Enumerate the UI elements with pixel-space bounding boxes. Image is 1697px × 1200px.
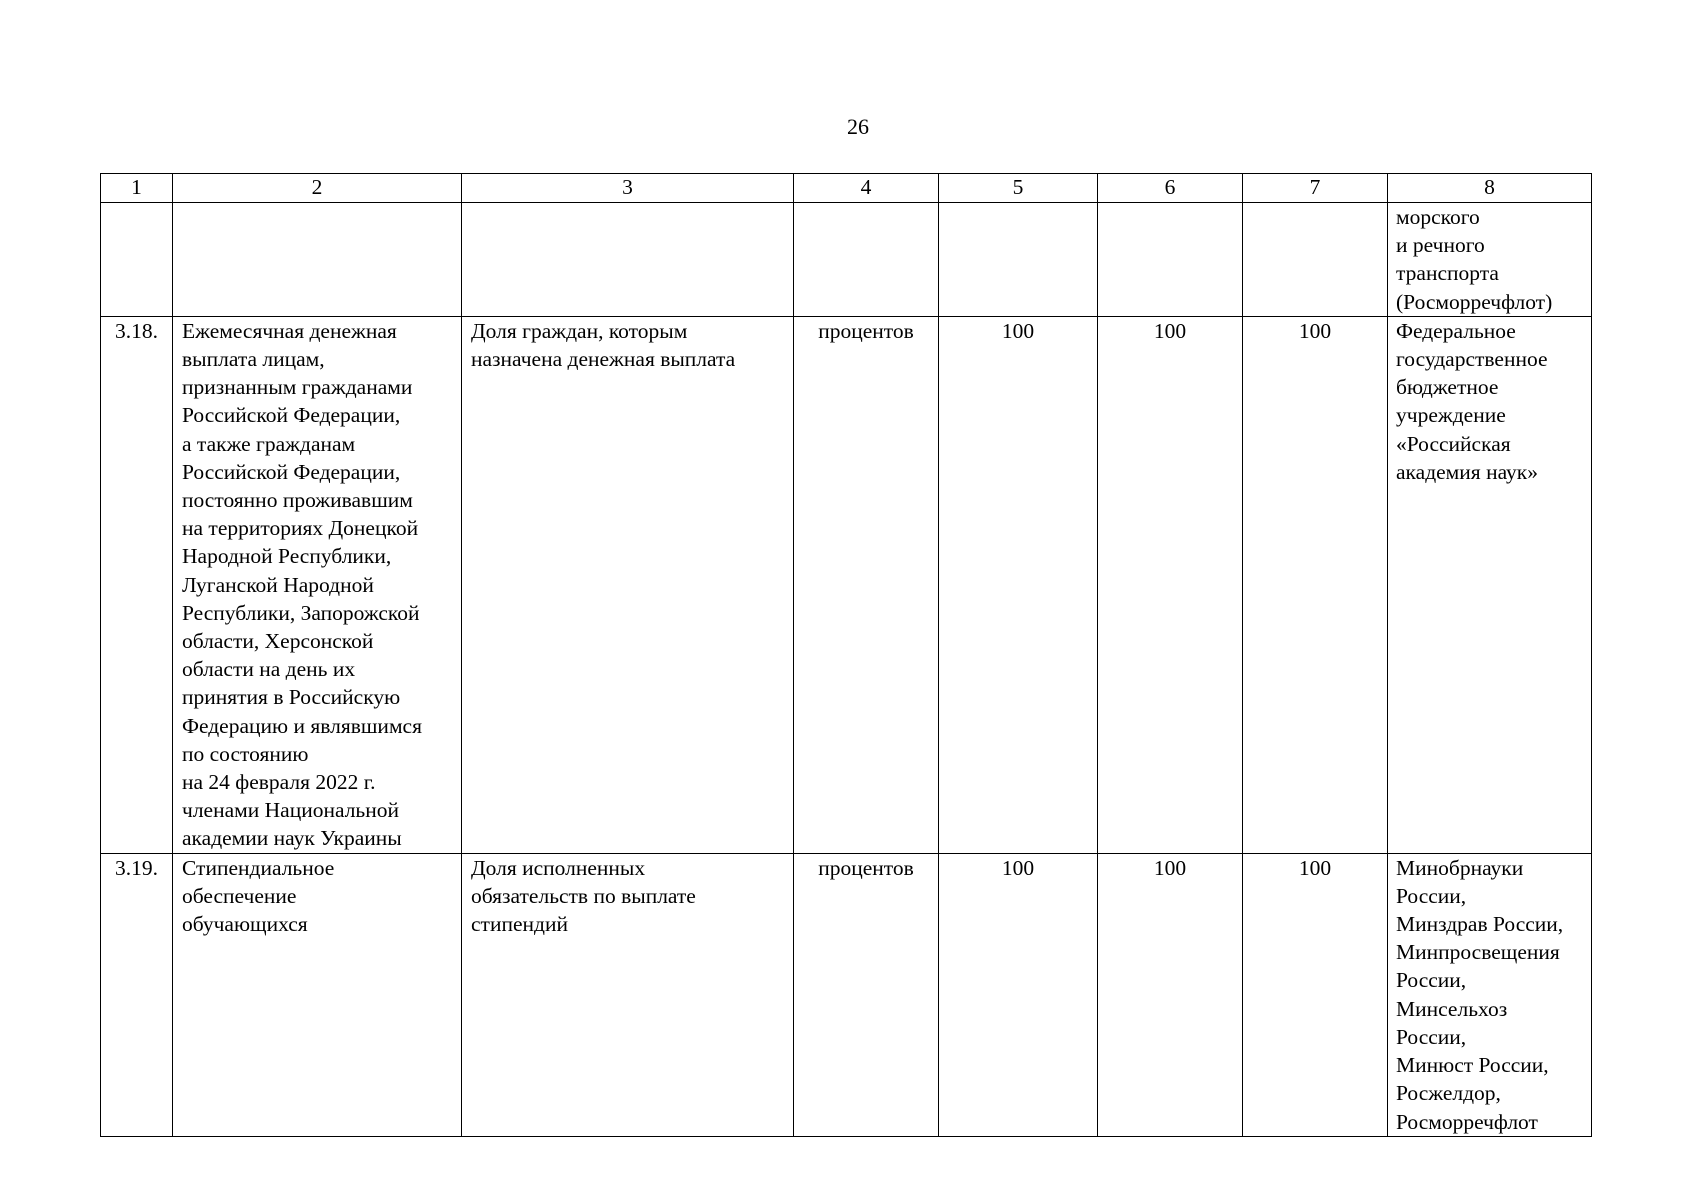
cell-text-line: области, Херсонской	[182, 629, 374, 654]
value-cell-6: 100	[1098, 853, 1243, 1136]
column-header: 7	[1243, 174, 1388, 203]
cell-text-line: России,	[1396, 883, 1467, 908]
cell-text-line: принятия в Российскую	[182, 685, 401, 710]
value-cell-7: 100	[1243, 853, 1388, 1136]
cell-text-line: Федерацию и являвшимся	[182, 713, 422, 738]
cell-text-line: обеспечение	[182, 883, 297, 908]
cell-text-line: России,	[1396, 1024, 1467, 1049]
table-row	[101, 853, 1592, 1136]
indicator-cell	[462, 203, 794, 317]
column-header: 2	[173, 174, 462, 203]
cell-text-line: Доля исполненных	[471, 855, 646, 880]
page-number: 26	[847, 114, 869, 139]
cell-text-line: академия наук»	[1396, 459, 1538, 484]
unit-cell: процентов	[794, 316, 939, 853]
value-cell-7	[1243, 203, 1388, 317]
cell-text-line: государственное	[1396, 347, 1548, 372]
cell-text-line: признанным гражданами	[182, 375, 413, 400]
cell-text-line: России,	[1396, 968, 1467, 993]
cell-text-line: Луганской Народной	[182, 572, 374, 597]
cell-text-line: Росжелдор,	[1396, 1081, 1501, 1106]
row-number-cell	[101, 203, 173, 317]
cell-text-line: Минздрав России,	[1396, 912, 1564, 937]
cell-text-line: Доля граждан, которым	[471, 318, 688, 343]
indicator-cell	[462, 316, 794, 853]
cell-text-line: стипендий	[471, 912, 568, 937]
cell-text-line: морского	[1396, 205, 1480, 229]
value-cell-6	[1098, 203, 1243, 317]
value-cell-5: 100	[939, 316, 1098, 853]
value-cell-5	[939, 203, 1098, 317]
measure-name-cell	[173, 316, 462, 853]
cell-text-line: Минюст России,	[1396, 1053, 1549, 1078]
value-cell-6: 100	[1098, 316, 1243, 853]
table-row	[101, 203, 1592, 317]
measure-name-cell	[173, 203, 462, 317]
table-row	[101, 316, 1592, 853]
cell-text-line: Росморречфлот	[1396, 1109, 1538, 1134]
column-header: 3	[462, 174, 794, 203]
column-header: 8	[1388, 174, 1592, 203]
column-header: 1	[101, 174, 173, 203]
cell-text-line: назначена денежная выплата	[471, 347, 736, 372]
measure-name-cell	[173, 853, 462, 1136]
indicator-cell	[462, 853, 794, 1136]
cell-text-line: членами Национальной	[182, 798, 399, 823]
document-table	[100, 173, 1592, 1137]
cell-text-line: и речного	[1396, 233, 1485, 258]
cell-text-line: постоянно проживавшим	[182, 488, 413, 513]
responsible-cell	[1388, 316, 1592, 853]
cell-text-line: обучающихся	[182, 912, 308, 937]
cell-text-line: Российской Федерации,	[182, 403, 401, 428]
cell-text-line: Федеральное	[1396, 318, 1516, 343]
value-cell-7: 100	[1243, 316, 1388, 853]
unit-cell: процентов	[794, 853, 939, 1136]
cell-text-line: Ежемесячная денежная	[182, 318, 397, 343]
value-cell-5: 100	[939, 853, 1098, 1136]
cell-text-line: (Росморречфлот)	[1396, 289, 1553, 314]
cell-text-line: Российской Федерации,	[182, 459, 401, 484]
cell-text-line: транспорта	[1396, 261, 1499, 286]
responsible-cell	[1388, 853, 1592, 1136]
cell-text-line: выплата лицам,	[182, 347, 325, 372]
cell-text-line: по состоянию	[182, 741, 309, 766]
cell-text-line: Стипендиальное	[182, 855, 335, 880]
cell-text-line: обязательств по выплате	[471, 883, 696, 908]
row-number-cell: 3.18.	[101, 316, 173, 853]
cell-text-line: на территориях Донецкой	[182, 516, 419, 541]
cell-text-line: Минсельхоз	[1396, 996, 1508, 1021]
cell-text-line: «Российская	[1396, 431, 1511, 456]
cell-text-line: на 24 февраля 2022 г.	[182, 770, 376, 795]
column-header: 6	[1098, 174, 1243, 203]
cell-text-line: области на день их	[182, 657, 356, 682]
cell-text-line: Минпросвещения	[1396, 940, 1560, 965]
column-header: 5	[939, 174, 1098, 203]
cell-text-line: Республики, Запорожской	[182, 600, 420, 625]
cell-text-line: Народной Республики,	[182, 544, 392, 569]
row-number-cell: 3.19.	[101, 853, 173, 1136]
cell-text-line: академии наук Украины	[182, 826, 402, 851]
column-header: 4	[794, 174, 939, 203]
responsible-cell	[1388, 203, 1592, 317]
table-header-row	[101, 174, 1592, 203]
cell-text-line: Минобрнауки	[1396, 855, 1524, 880]
unit-cell	[794, 203, 939, 317]
cell-text-line: а также гражданам	[182, 431, 356, 456]
cell-text-line: бюджетное	[1396, 375, 1499, 400]
cell-text-line: учреждение	[1396, 403, 1506, 428]
